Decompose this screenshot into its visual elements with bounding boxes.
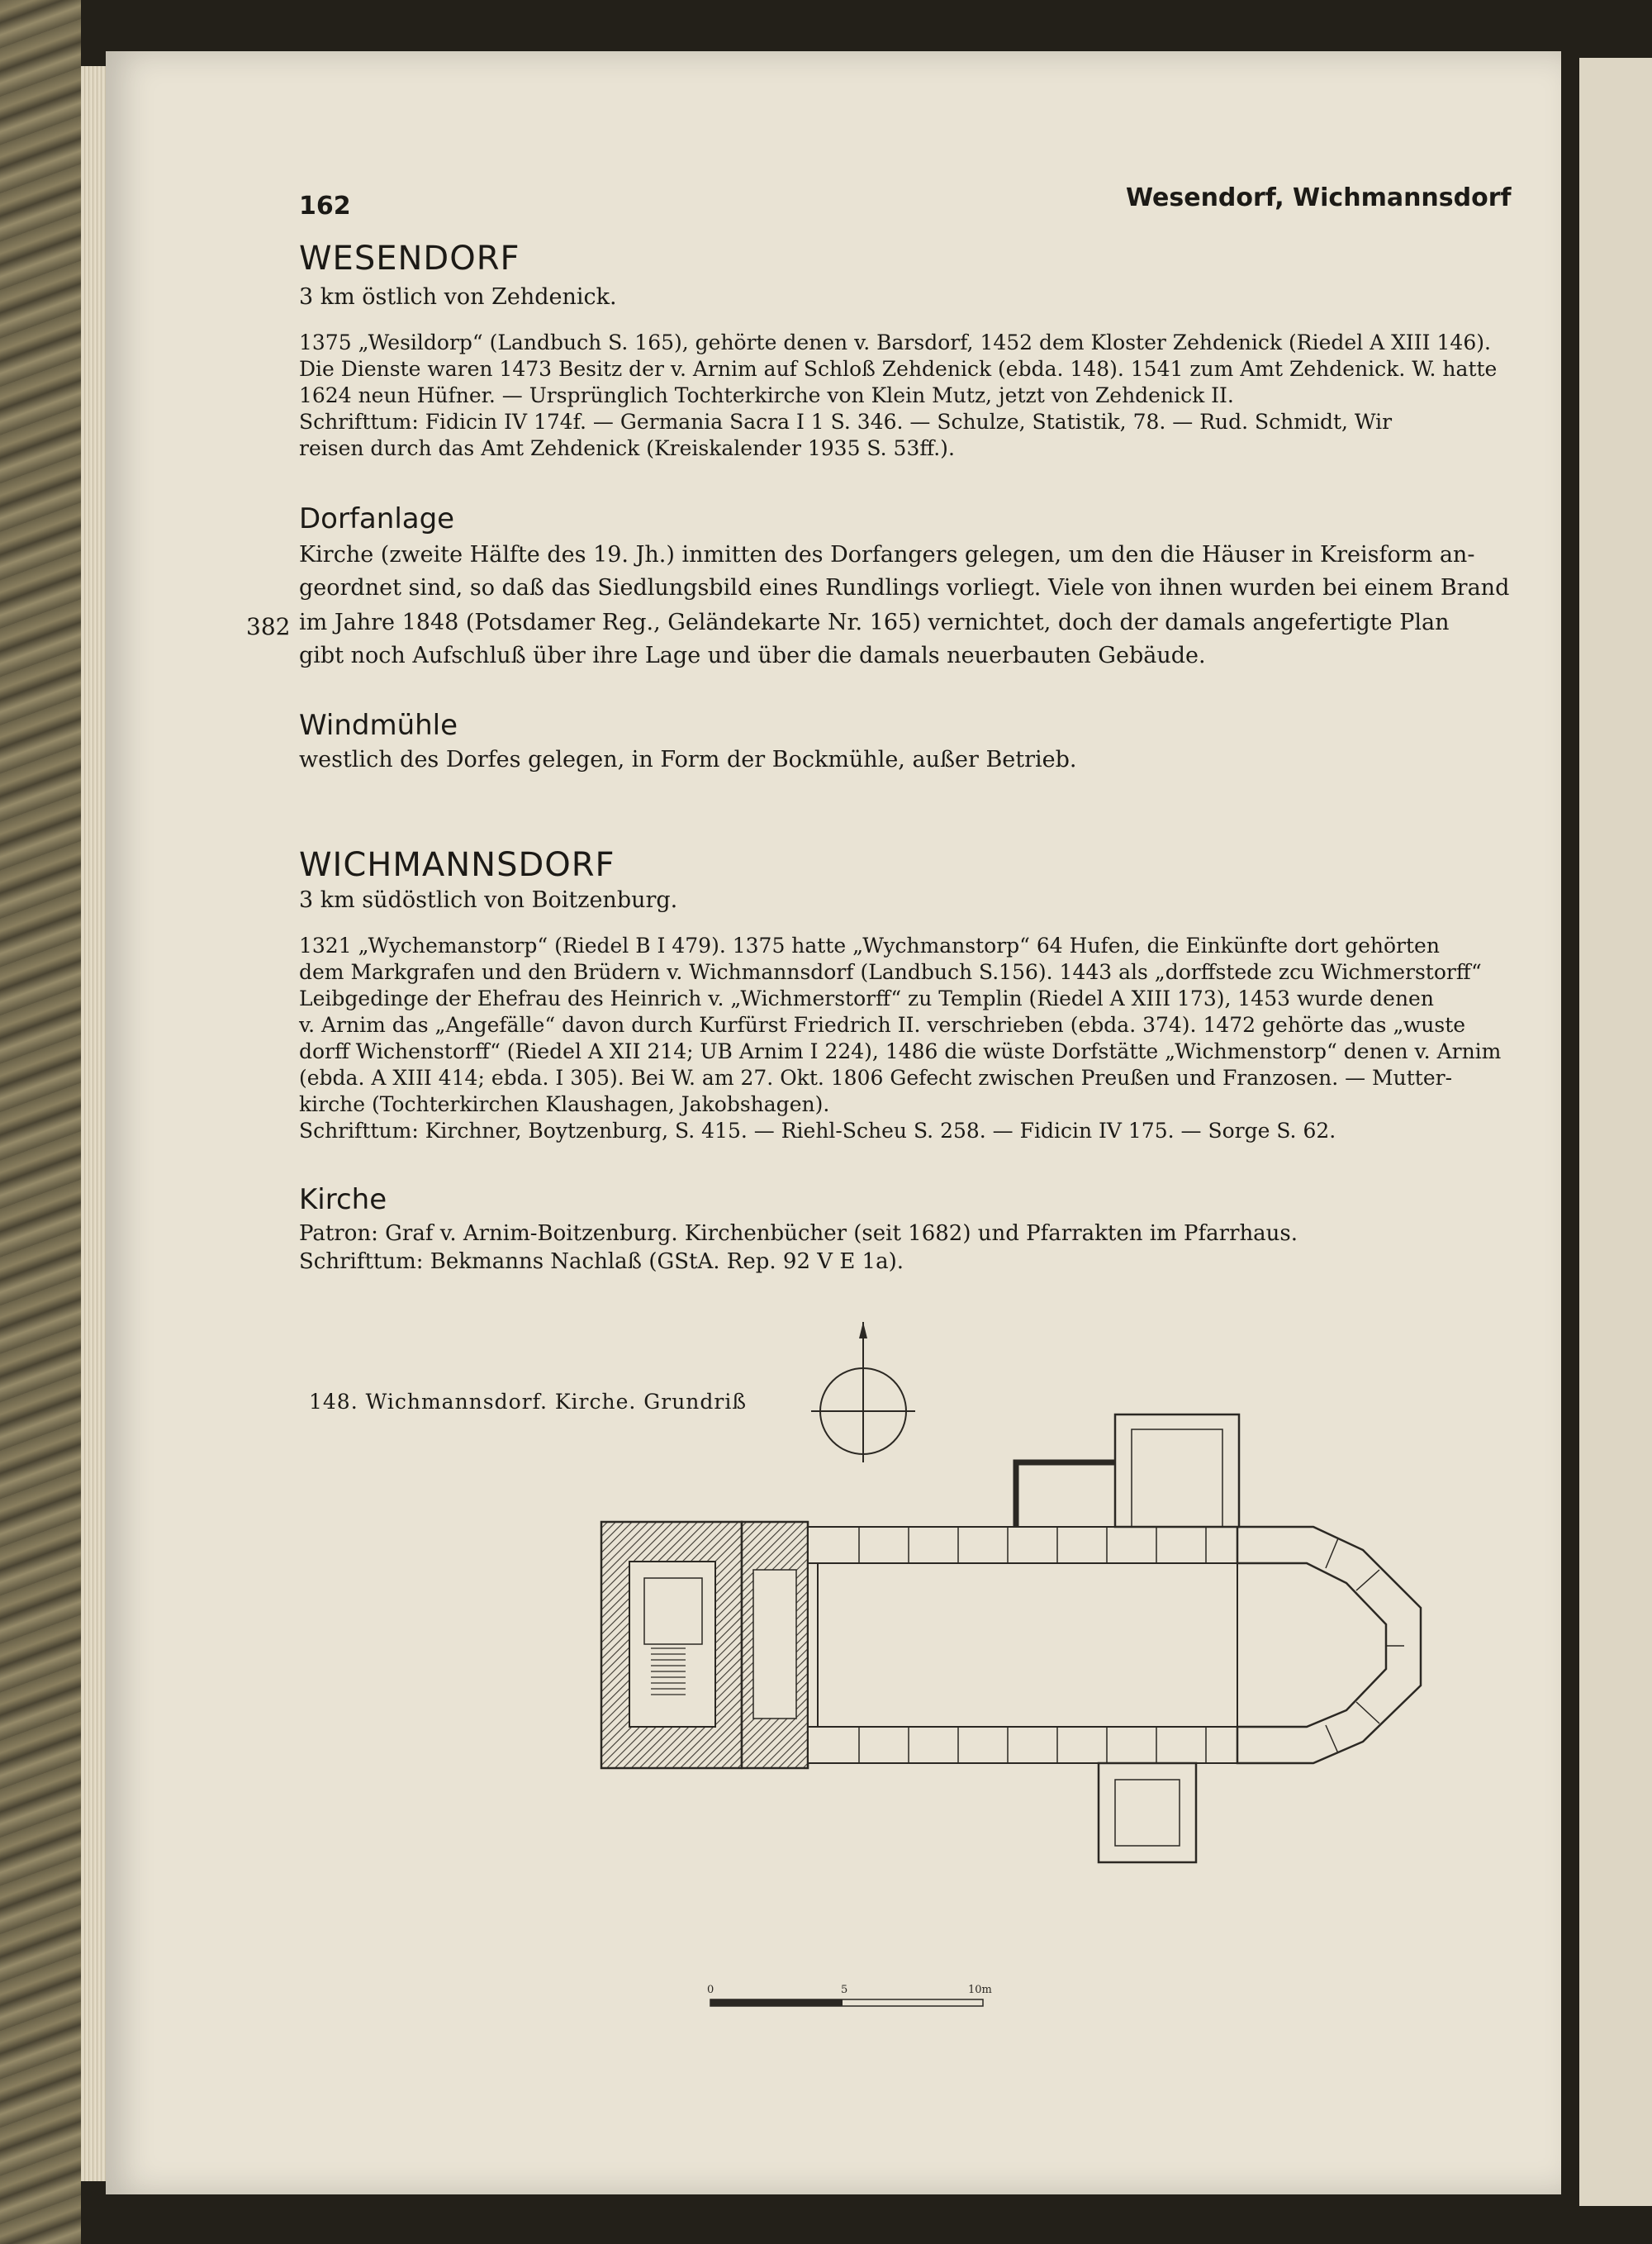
north-arrow-icon: [811, 1322, 915, 1462]
margin-number: 382: [246, 613, 291, 640]
wesendorf-history-line: 1375 „Wesildorp“ (Landbuch S. 165), gehörte denen v. Barsdorf, 1452 dem Kloster Zehdenick (Riedel A XIII 146).: [299, 330, 1491, 354]
dorfanlage-line: geordnet sind, so daß das Siedlungsbild eines Rundlings vorliegt. Viele von ihnen wurden bei einem Brand: [299, 575, 1510, 601]
wichmannsdorf-history-line: v. Arnim das „Angefälle“ davon durch Kurfürst Friedrich II. verschrieben (ebda. 374). 1472 gehörte das „wuste: [299, 1013, 1466, 1037]
wesendorf-history-line: 1624 neun Hüfner. — Ursprünglich Tochterkirche von Klein Mutz, jetzt von Zehdenick II.: [299, 383, 1234, 407]
scale-bar: [707, 1984, 992, 2006]
chancel-apse: [1237, 1527, 1421, 1763]
sacristy: [1016, 1414, 1239, 1527]
wichmannsdorf-history-line: kirche (Tochterkirchen Klaushagen, Jakobshagen).: [299, 1092, 830, 1116]
dorfanlage-line: gibt noch Aufschluß über ihre Lage und über die damals neuerbauten Gebäude.: [299, 643, 1206, 668]
south-porch: [1099, 1763, 1196, 1862]
heading-dorfanlage: Dorfanlage: [299, 502, 455, 535]
kirche-patron-line: Patron: Graf v. Arnim-Boitzenburg. Kirchenbücher (seit 1682) und Pfarrakten im Pfarrhaus.: [299, 1221, 1298, 1246]
nave: [808, 1527, 1237, 1763]
page-stack-edge: [81, 66, 106, 2181]
wichmannsdorf-location: 3 km südöstlich von Boitzenburg.: [299, 887, 678, 913]
windmuehle-text: westlich des Dorfes gelegen, in Form der Bockmühle, außer Betrieb.: [299, 747, 1077, 773]
wichmannsdorf-history-line: Leibgedinge der Ehefrau des Heinrich v. „Wichmerstorff“ zu Templin (Riedel A XIII 173), 1453 wurde denen: [299, 987, 1434, 1010]
wesendorf-location: 3 km östlich von Zehdenick.: [299, 284, 617, 310]
scale-label-10m: 10m: [968, 1984, 992, 1996]
section-title-wichmannsdorf: WICHMANNSDORF: [299, 846, 615, 884]
scale-label-0: 0: [707, 1984, 714, 1996]
wesendorf-schrifttum-line: Schrifttum: Fidicin IV 174f. — Germania Sacra I 1 S. 346. — Schulze, Statistik, 78. — Rud. Schmidt, Wir: [299, 410, 1393, 434]
wichmannsdorf-history-line: dorff Wichenstorff“ (Riedel A XII 214; UB Arnim I 224), 1486 die wüste Dorfstätte „Wichmenstorp“ denen v. Arnim: [299, 1039, 1502, 1063]
heading-kirche: Kirche: [299, 1183, 387, 1216]
section-title-wesendorf: WESENDORF: [299, 240, 520, 278]
page-number: 162: [299, 192, 351, 221]
west-annex: [742, 1522, 808, 1768]
book-cover-edge: [0, 0, 81, 2244]
figure-caption: 148. Wichmannsdorf. Kirche. Grundriß: [309, 1390, 748, 1414]
wichmannsdorf-history-line: (ebda. A XIII 414; ebda. I 305). Bei W. am 27. Okt. 1806 Gefecht zwischen Preußen und Franzosen. — Mutter-: [299, 1066, 1453, 1090]
kirche-schrifttum-line: Schrifttum: Bekmanns Nachlaß (GStA. Rep. 92 V E 1a).: [299, 1249, 904, 1274]
wichmannsdorf-history-line: dem Markgrafen und den Brüdern v. Wichmannsdorf (Landbuch S.156). 1443 als „dorffstede zcu Wichmerstorff“: [299, 960, 1482, 984]
wichmannsdorf-history-line: 1321 „Wychemanstorp“ (Riedel B I 479). 1375 hatte „Wychmanstorp“ 64 Hufen, die Einkünfte dort gehörten: [299, 934, 1440, 958]
wesendorf-history-line: Die Dienste waren 1473 Besitz der v. Arnim auf Schloß Zehdenick (ebda. 148). 1541 zum Amt Zehdenick. W. hatte: [299, 357, 1498, 381]
running-title: Wesendorf, Wichmannsdorf: [1126, 183, 1512, 212]
heading-windmuehle: Windmühle: [299, 709, 458, 742]
next-page-sliver: [1579, 58, 1652, 2206]
dorfanlage-line: Kirche (zweite Hälfte des 19. Jh.) inmitten des Dorfangers gelegen, um den die Häuser in Kreisform an-: [299, 542, 1475, 568]
wesendorf-schrifttum-line: reisen durch das Amt Zehdenick (Kreiskalender 1935 S. 53ff.).: [299, 436, 955, 460]
church-floor-plan: [545, 1322, 1470, 2032]
west-tower: [601, 1522, 742, 1768]
dorfanlage-line: im Jahre 1848 (Potsdamer Reg., Geländekarte Nr. 165) vernichtet, doch der damals angefertigte Plan: [299, 610, 1450, 635]
scale-label-5: 5: [841, 1984, 848, 1996]
wichmannsdorf-schrifttum-line: Schrifttum: Kirchner, Boytzenburg, S. 415. — Riehl-Scheu S. 258. — Fidicin IV 175. — Sorge S. 62.: [299, 1119, 1336, 1143]
